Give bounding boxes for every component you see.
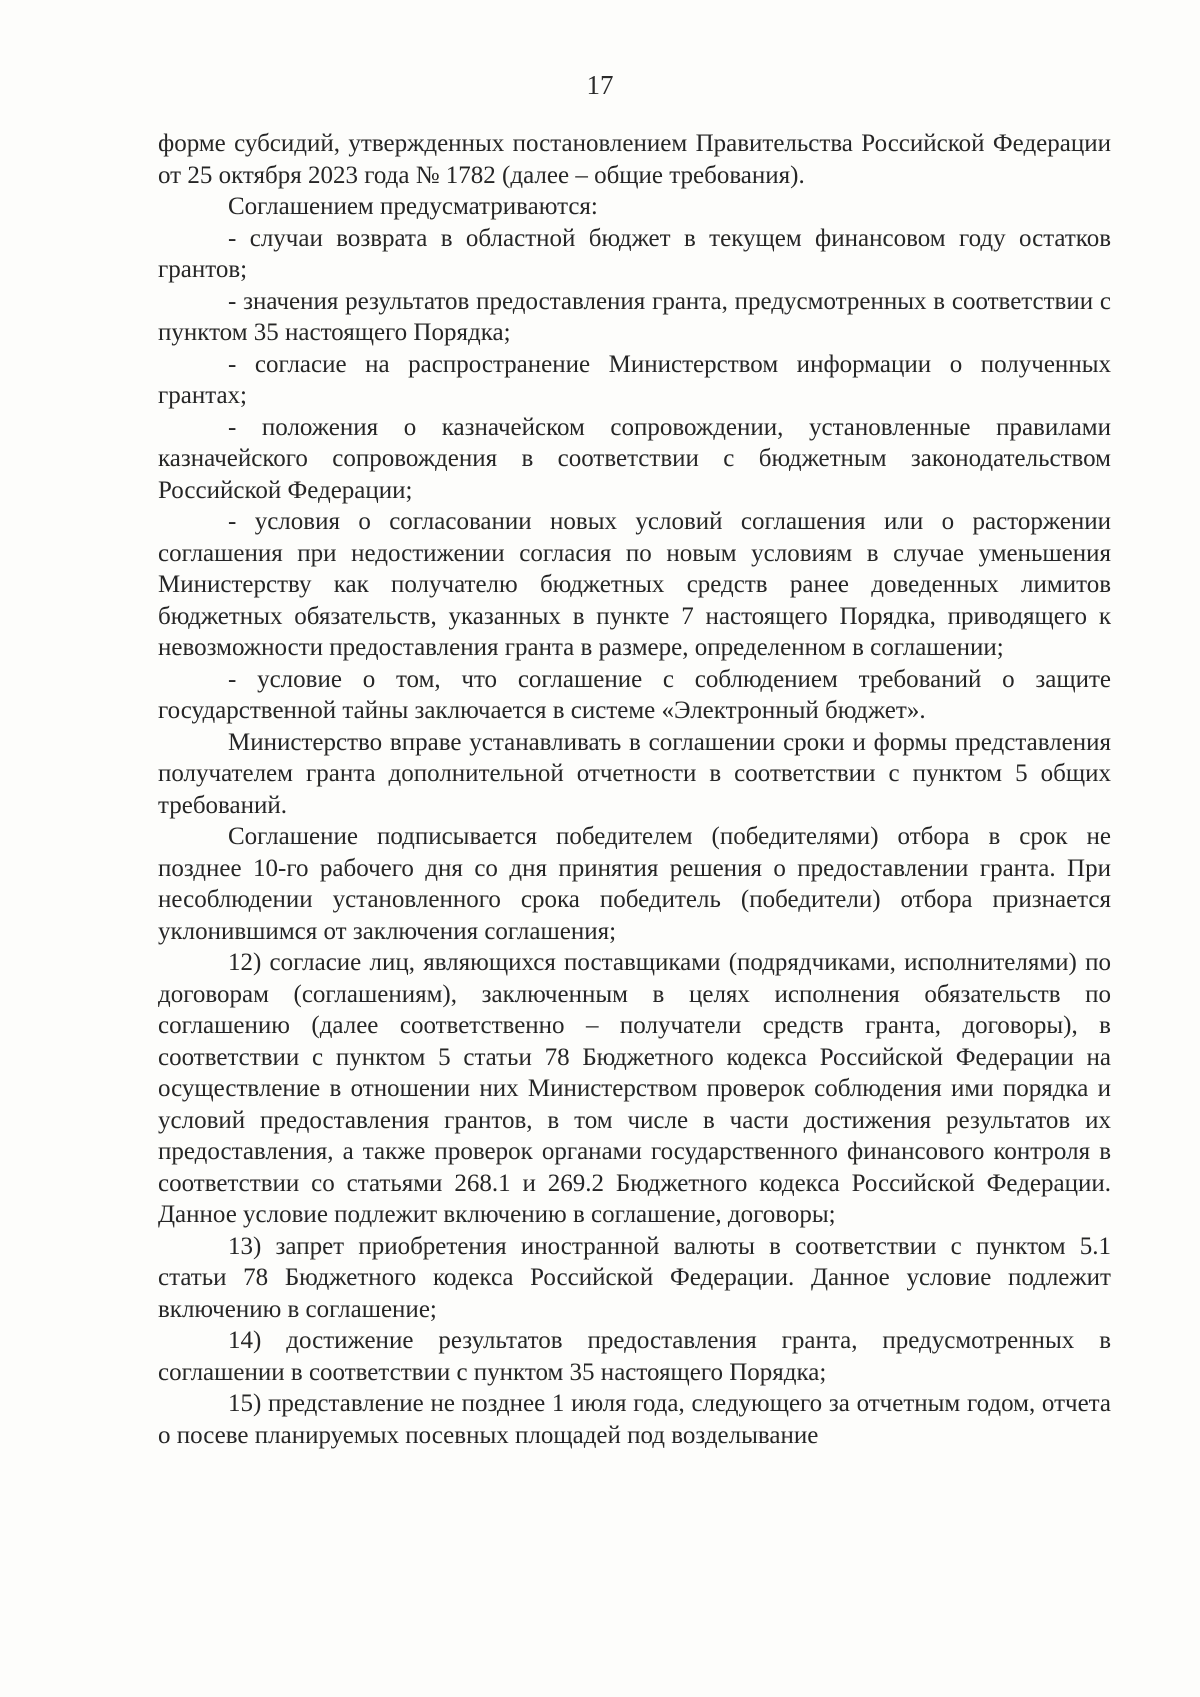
paragraph-signing: Соглашение подписывается победителем (победителями) отбора в срок не позднее 10-го рабочего дня со дня принятия решения о предоставлении гранта. При несоблюдении установленного срока победитель (победители) отбора признается уклонившимся от заключения соглашения; — [158, 823, 1111, 945]
list-item-result-values: - значения результатов предоставления гранта, предусмотренных в соответствии с пунктом 35 настоящего Порядка; — [158, 287, 1111, 346]
paragraph-continuation: форме субсидий, утвержденных постановлением Правительства Российской Федерации от 25 октября 2023 года № 1782 (далее – общие требования). — [158, 130, 1111, 189]
paragraph-agreement-provisions: Соглашением предусматриваются: — [228, 193, 598, 220]
list-item-new-conditions: - условия о согласовании новых условий соглашения или о расторжении соглашения при недостижении согласия по новым условиям в случае уменьшения Министерству как получателю бюджетных средств ранее доведенных лимитов бюджетных обязательств, указанных в пункте 7 настоящего Порядка, приводящего к невозможности предоставления гранта в размере, определенном в соглашении; — [158, 508, 1111, 661]
list-item-consent-info: - согласие на распространение Министерством информации о полученных грантах; — [158, 350, 1111, 409]
list-item-treasury-support: - положения о казначейском сопровождении, установленные правилами казначейского сопровождения в соответствии с бюджетным законодательством Российской Федерации; — [158, 413, 1111, 504]
document-body — [158, 128, 1111, 1451]
page-number: 17 — [586, 70, 614, 100]
paragraph-item-12: 12) согласие лиц, являющихся поставщиками (подрядчиками, исполнителями) по договорам (соглашениям), заключенным в целях исполнения обязательств по соглашению (далее соответственно – получатели средств гранта, договоры), в соответствии с пунктом 5 статьи 78 Бюджетного кодекса Российской Федерации на осуществление в отношении них Министерством проверок соблюдения ими порядка и условий предоставления грантов, в том числе в части достижения результатов их предоставления, а также проверок органами государственного финансового контроля в соответствии со статьями 268.1 и 269.2 Бюджетного кодекса Российской Федерации. Данное условие подлежит включению в соглашение, договоры; — [158, 949, 1111, 1228]
paragraph-item-15: 15) представление не позднее 1 июля года, следующего за отчетным годом, отчета о посеве планируемых посевных площадей под возделывание — [158, 1390, 1111, 1449]
paragraph-item-14: 14) достижение результатов предоставления гранта, предусмотренных в соглашении в соответствии с пунктом 35 настоящего Порядка; — [158, 1327, 1111, 1386]
paragraph-ministry-rights: Министерство вправе устанавливать в соглашении сроки и формы представления получателем гранта дополнительной отчетности в соответствии с пунктом 5 общих требований. — [158, 728, 1111, 819]
list-item-refund-cases: - случаи возврата в областной бюджет в текущем финансовом году остатков грантов; — [158, 224, 1111, 283]
paragraph-item-13: 13) запрет приобретения иностранной валюты в соответствии с пунктом 5.1 статьи 78 Бюджетного кодекса Российской Федерации. Данное условие подлежит включению в соглашение; — [158, 1232, 1111, 1323]
list-item-state-secret: - условие о том, что соглашение с соблюдением требований о защите государственной тайны заключается в системе «Электронный бюджет». — [158, 665, 1111, 724]
